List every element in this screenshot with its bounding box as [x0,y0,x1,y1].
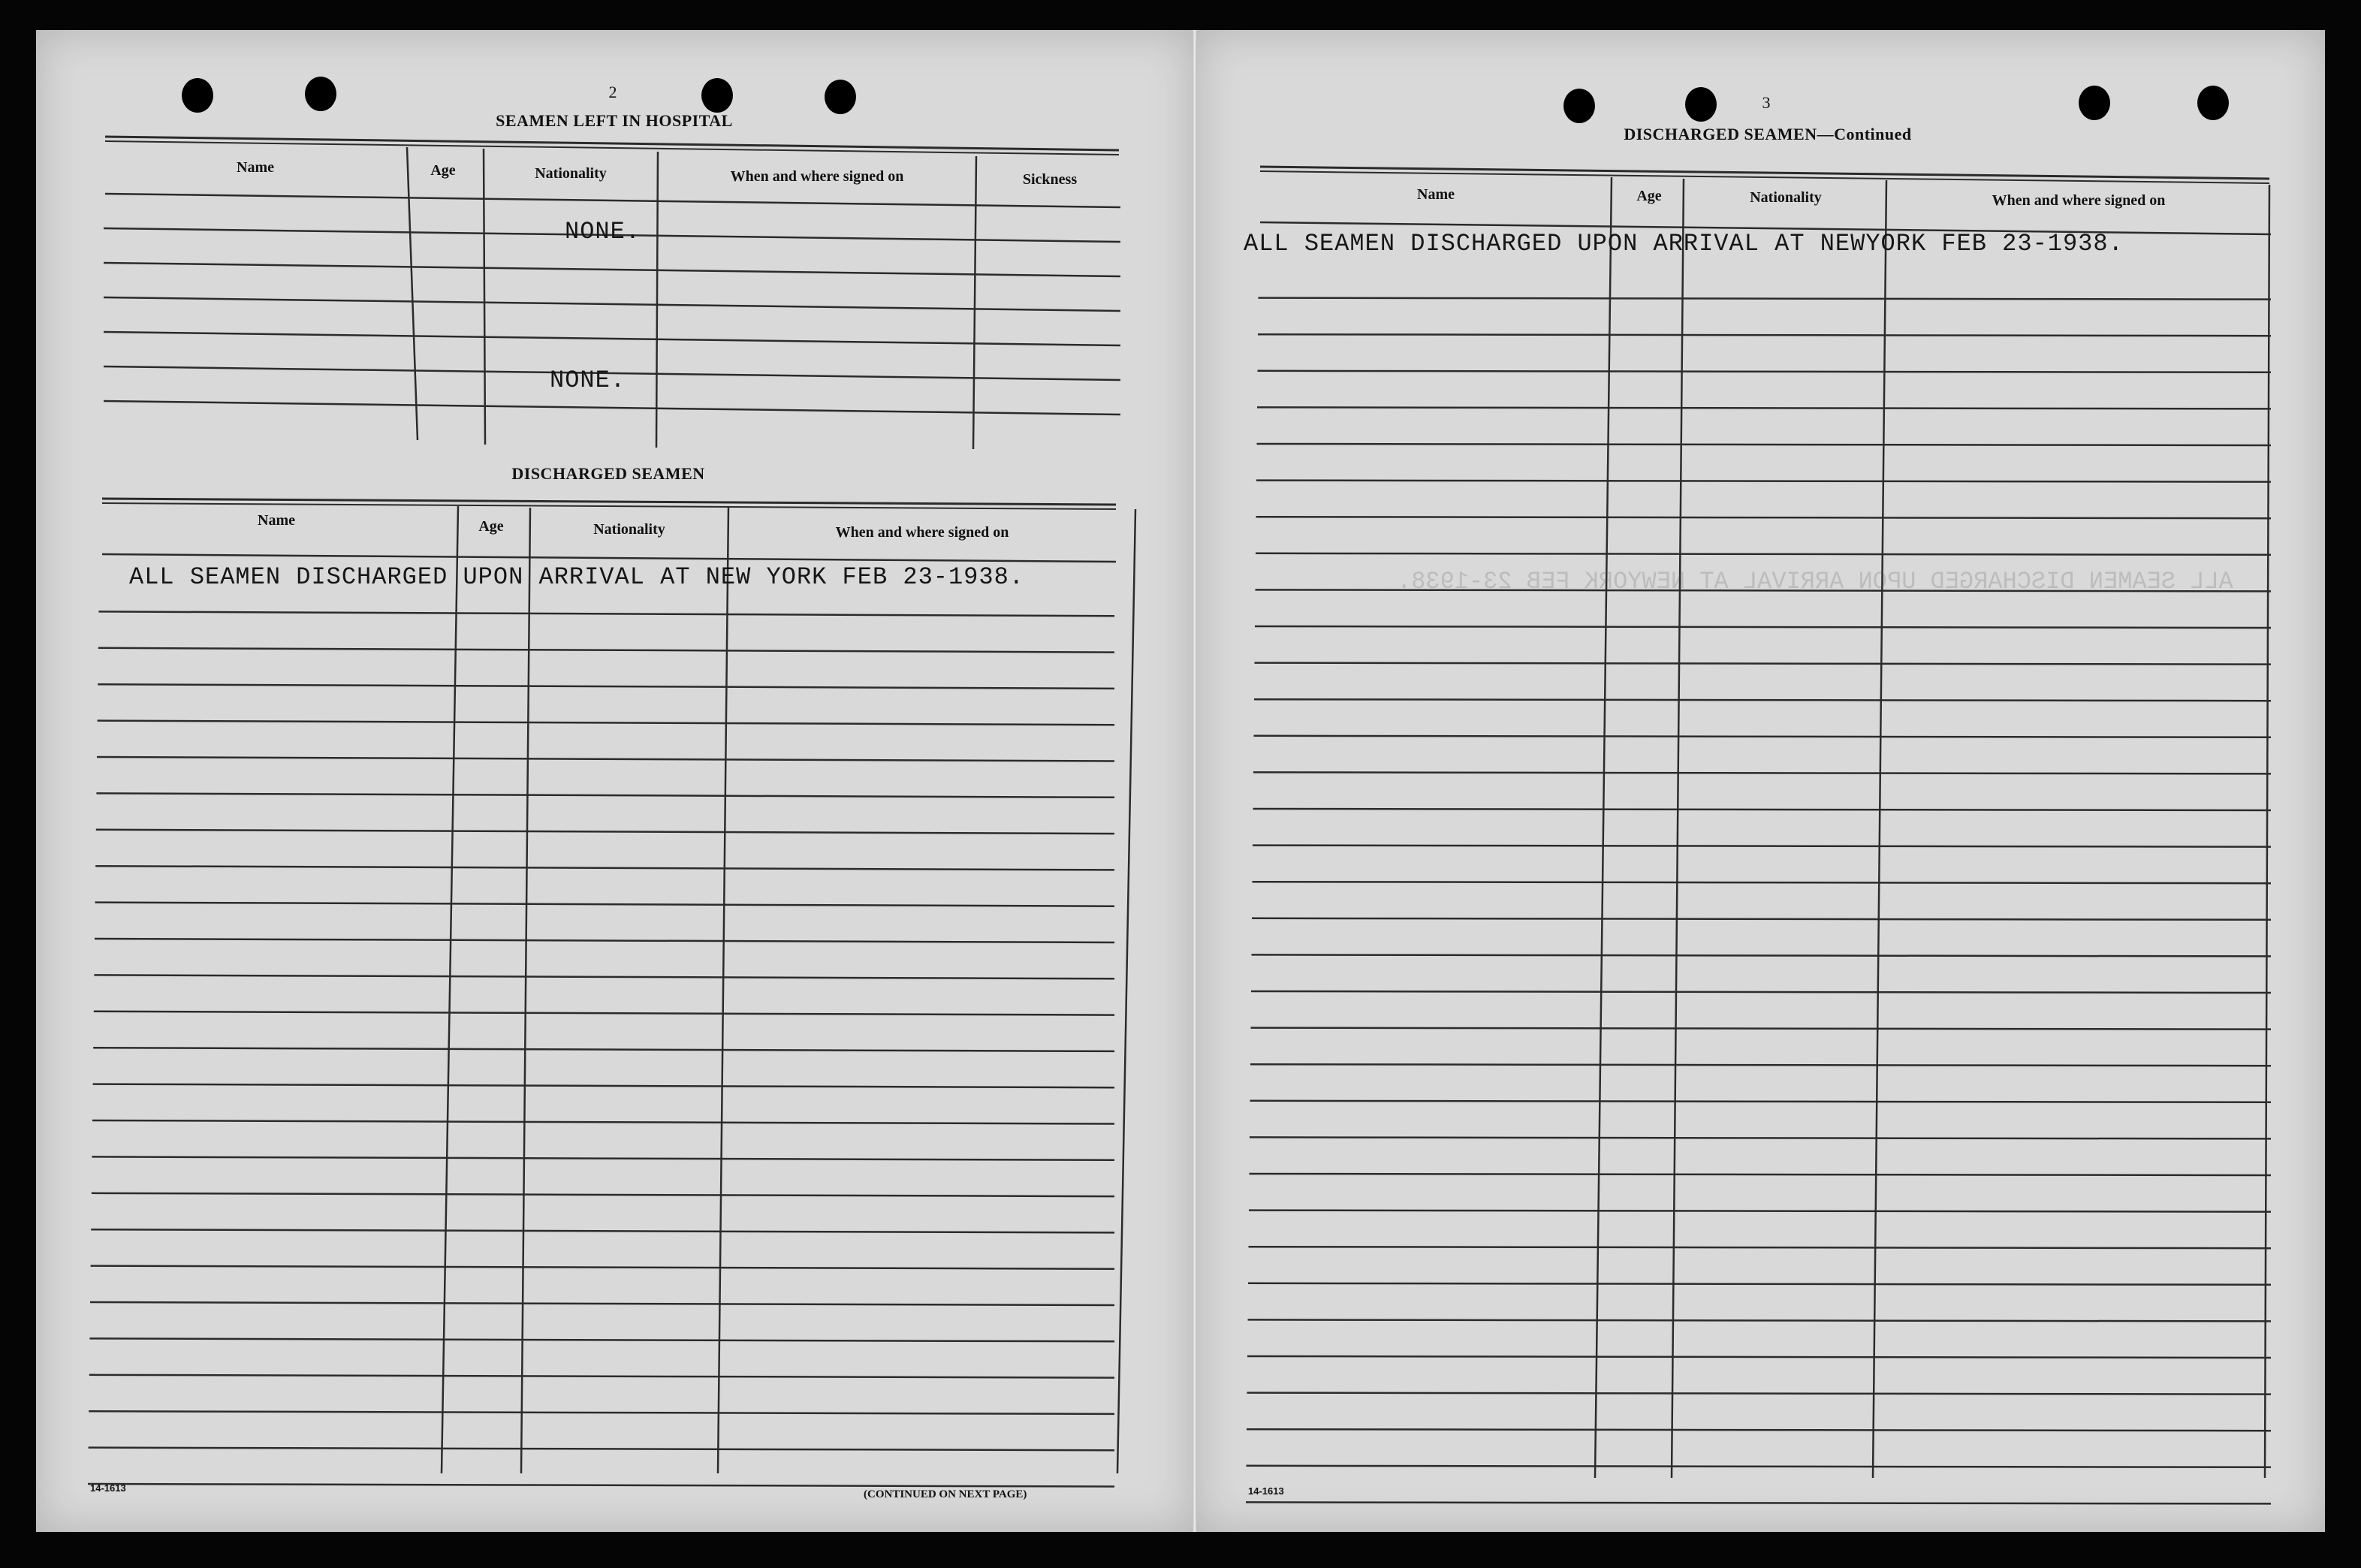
column-header-signed-on: When and where signed on [1992,192,2166,209]
column-header-nationality: Nationality [535,165,607,182]
discharged-entry: ALL SEAMEN DISCHARGED UPON ARRIVAL AT NEWYORK FEB 23-1938. [1244,230,2124,258]
form-number: 14-1613 [90,1482,126,1494]
column-header-name: Name [237,159,274,176]
column-header-signed-on: When and where signed on [730,168,904,185]
section-title-discharged: DISCHARGED SEAMEN [511,464,705,483]
column-header-age: Age [430,162,456,179]
discharged-entry: ALL SEAMEN DISCHARGED UPON ARRIVAL AT NEW YORK FEB 23-1938. [129,563,1024,591]
column-header-age: Age [478,518,504,535]
column-header-nationality: Nationality [593,521,665,538]
hospital-entry: NONE. [550,366,626,394]
continued-footer: (CONTINUED ON NEXT PAGE) [864,1488,1027,1500]
form-number: 14-1613 [1248,1485,1284,1497]
column-header-age: Age [1636,188,1662,204]
column-header-sickness: Sickness [1022,171,1078,188]
column-header-name: Name [258,512,295,529]
section-title-hospital: SEAMEN LEFT IN HOSPITAL [496,111,733,130]
bleed-through-text: ALL SEAMEN DISCHARGED UPON ARRIVAL AT NEWYORK FEB 23-1938. [1397,568,2233,596]
page-number: 2 [608,83,617,101]
page-number: 3 [1762,93,1771,112]
column-header-signed-on: When and where signed on [835,524,1009,541]
column-header-name: Name [1417,186,1455,203]
column-header-nationality: Nationality [1750,189,1822,206]
section-title-discharged-continued: DISCHARGED SEAMEN—Continued [1624,125,1912,143]
hospital-entry: NONE. [565,218,641,246]
